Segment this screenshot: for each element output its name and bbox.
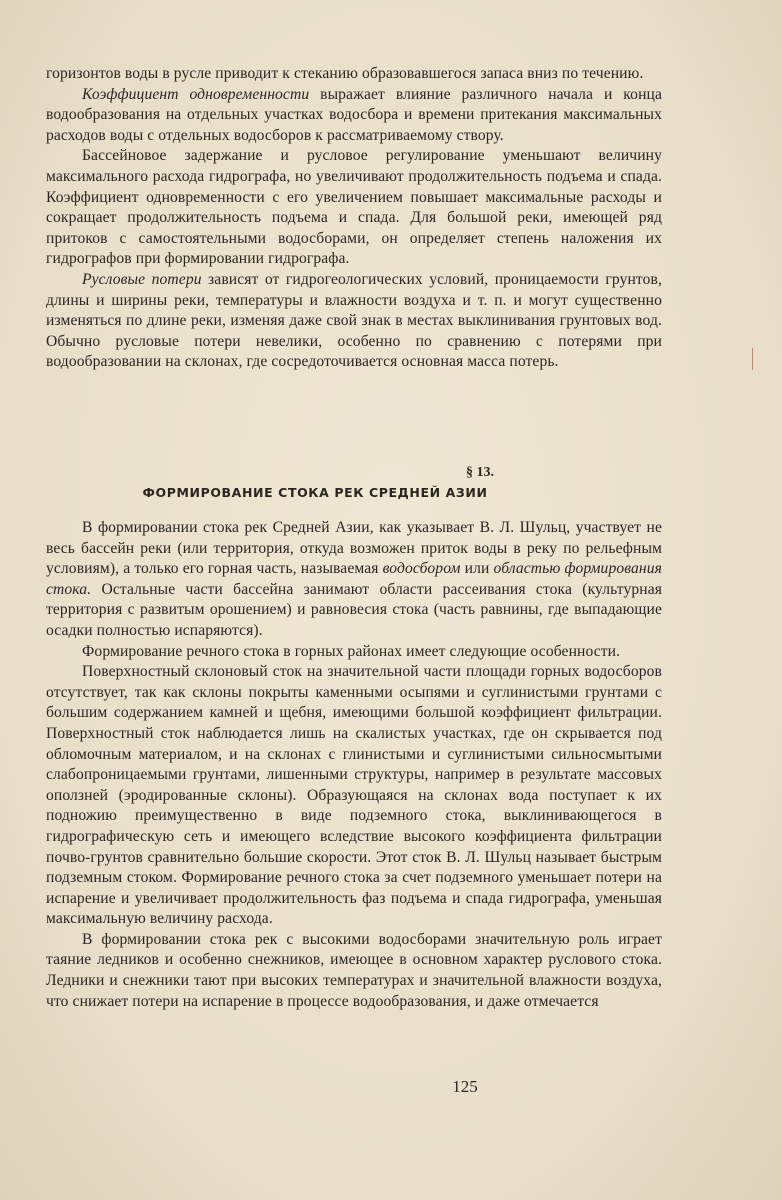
italic-term: областью формирования стока.	[46, 560, 662, 598]
paragraph	[46, 270, 662, 373]
text-run: Поверхностный склоновый сток на значительной части площади горных водосборов отсутствует, так как склоны покрыты каменными осыпями и суглинистыми грунтами с большим содержанием камней и щебня, имеющими большой коэффициент фильтрации. Поверхностный сток наблюдается лишь на скалистых участках, где он скрывается под обломочным материалом, и на склонах с глинистыми и суглинистыми сильносмытыми слабопроницаемыми грунтами, лишенными структуры, например в результате массовых оползней (эродированные склоны). Образующаяся на склонах вода поступает к их подножию преимущественно в виде подземного стока, выклинивающегося в гидрографическую сеть и имеющего вследствие высокого коэффициента фильтрации почво-грунтов сравнительно большие скорости. Этот сток В. Л. Шульц называет быстрым подземным стоком. Формирование речного стока за счет подземного уменьшает потери на испарение и увеличивает продолжительность фаз подъема и спада гидрографа, уменьшая максимальную величину расхода.	[46, 663, 662, 928]
paragraph	[46, 642, 662, 663]
paragraph	[46, 518, 662, 642]
text-block-bottom	[46, 518, 662, 1012]
text-run: горизонтов воды в русле приводит к стеканию образовавшегося запаса вниз по течению.	[46, 65, 644, 82]
paragraph	[46, 662, 662, 930]
text-run: В формировании стока рек с высокими водосборами значительную роль играет таяние ледников и особенно снежников, имеющее в основном характер руслового стока. Ледники и снежники тают при высоких температурах и значительной влажности воздуха, что снижает потери на испарение в процессе водообразования, и даже отмечается	[46, 930, 662, 1010]
paragraph	[46, 64, 662, 85]
text-run: В формировании стока рек Средней Азии, как указывает В. Л. Шульц, участвует не весь бассейн реки (или территория, откуда возможен приток воды в реку по рельефным условиям), а только его горная часть, называемая	[46, 519, 662, 578]
italic-term: Коэффициент одновременности	[82, 85, 310, 103]
text-run: Бассейновое задержание и русловое регулирование уменьшают величину максимального расхода гидрографа, но увеличивают продолжительность подъема и спада. Коэффициент одновременности с его увеличением повышает максимальные расходы и сокращает продолжительность подъема и спада. Для большой реки, имеющей ряд притоков с самостоятельными водосборами, он определяет степень наложения их гидрографов при формировании гидрографа.	[46, 147, 662, 268]
section-number: § 13.	[466, 465, 494, 480]
paragraph	[46, 85, 662, 147]
italic-term: водосбором	[382, 560, 461, 578]
text-run: зависят от гидрогеологических условий, проницаемости грунтов, длины и ширины реки, температуры и влажности воздуха и т. п. и могут существенно изменяться по длине реки, изменяя даже свой знак в местах выклинивания грунтовых вод. Обычно русловые потери невелики, особенно по сравнению с потерями при водообразовании на склонах, где сосредоточивается основная масса потерь.	[46, 270, 662, 371]
paragraph	[46, 146, 662, 270]
page-number: 125	[452, 1077, 478, 1096]
text-run: Остальные части бассейна занимают области рассеивания стока (культурная территория с развитым орошением) и равновесия стока (часть равнины, где выпадающие осадки полностью испаряются).	[46, 580, 662, 639]
text-run: или	[460, 560, 494, 578]
text-run: Формирование речного стока в горных районах имеет следующие особенности.	[82, 642, 621, 660]
section-title: ФОРМИРОВАНИЕ СТОКА РЕК СРЕДНЕЙ АЗИИ	[142, 485, 488, 500]
margin-mark	[752, 348, 753, 370]
text-block-top	[46, 64, 662, 373]
italic-term: Русловые потери	[82, 270, 202, 288]
paragraph	[46, 930, 662, 1012]
text-run: выражает влияние различного начала и конца водообразования на отдельных участках водосбора и времени притекания максимальных расходов воды с отдельных водосборов к рассматриваемому створу.	[46, 85, 662, 144]
